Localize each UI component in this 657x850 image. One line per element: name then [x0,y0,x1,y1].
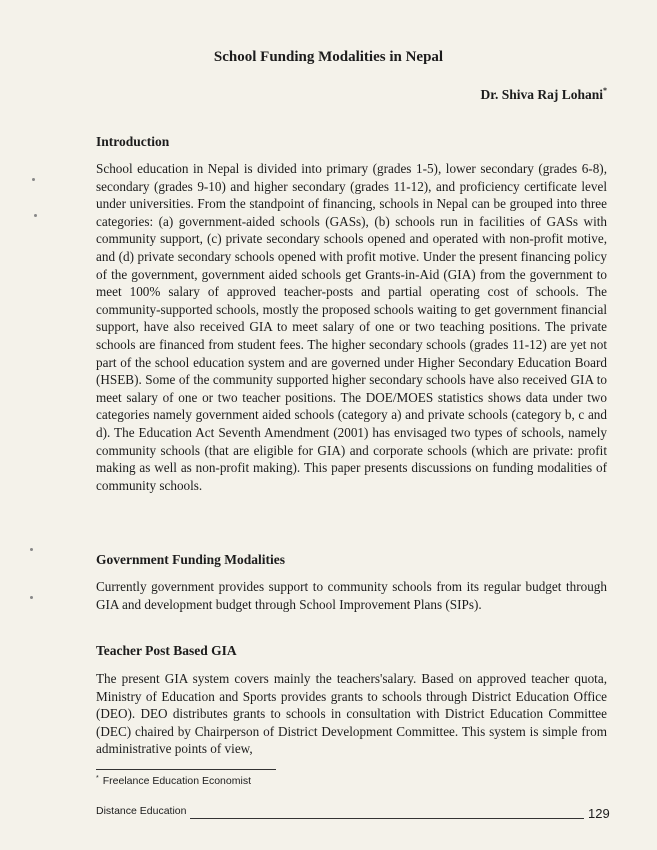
scan-speck [34,214,37,217]
scan-speck [32,178,35,181]
section-heading-introduction: Introduction [96,134,170,149]
footer-divider [190,818,584,819]
author-footnote-mark: * [603,86,607,95]
section-heading-teacher-post-gia: Teacher Post Based GIA [96,643,237,658]
scan-speck [30,548,33,551]
page-number: 129 [588,806,610,821]
page-title: School Funding Modalities in Nepal [213,49,444,65]
footnote-divider [96,769,276,770]
paragraph-government-funding: Currently government provides support to community schools from its regular budget through GIA and development budget through School Improvement Plans (SIPs). [96,579,607,612]
section-heading-government-funding: Government Funding Modalities [96,552,286,567]
footnote-text: Freelance Education Economist [102,775,251,787]
author-line [480,86,607,103]
author-name: Dr. Shiva Raj Lohani [480,87,603,102]
footer-label: Distance Education [96,805,187,817]
footnote [96,775,251,787]
paragraph-introduction: School education in Nepal is divided into primary (grades 1-5), lower secondary (grades 6-8), secondary (grades 9-10) and higher secondary (grades 11-12), and proficiency certificate level under universities. From the standpoint of financing, schools in Nepal can be grouped into three categories: (a) government-aided schools (GASs), (b) schools run in facilities of GASs with community support, (c) private secondary schools opened and operated with non-profit motive, and (d) private secondary schools opened with profit motive. Under the present financing policy of the government, government aided schools get Grants-in-Aid (GIA) from the government to meet 100% salary of approved teacher-posts and partial operating cost of schools. The community-supported schools, mostly the proposed schools waiting to get government financial support, have also received GIA to meet salary of one or two teaching positions. The private schools are financed from student fees. The higher secondary schools (grades 11-12) are yet not part of the school education system and are governed under Higher Secondary Education Board (HSEB). Some of the community supported higher secondary schools have also received GIA to meet salary of one or two teacher positions. The DOE/MOES statistics shows data under two categories namely government aided schools (category a) and private schools (category b, c and d). The Education Act Seventh Amendment (2001) has envisaged two types of schools, namely community schools (that are eligible for GIA) and corporate schools (which are private: profit making as well as non-profit making). This paper presents discussions on funding modalities of community schools. [96,161,607,493]
scan-speck [30,596,33,599]
footnote-mark: * [96,775,99,782]
paragraph-teacher-post-gia: The present GIA system covers mainly the teachers'salary. Based on approved teacher quota, Ministry of Education and Sports provides grants to schools through District Education Office (DEO). DEO distributes grants to schools in consultation with District Education Committee (DEC) chaired by Chairperson of District Development Committee. This system is simple from administrative points of view, [96,671,607,757]
